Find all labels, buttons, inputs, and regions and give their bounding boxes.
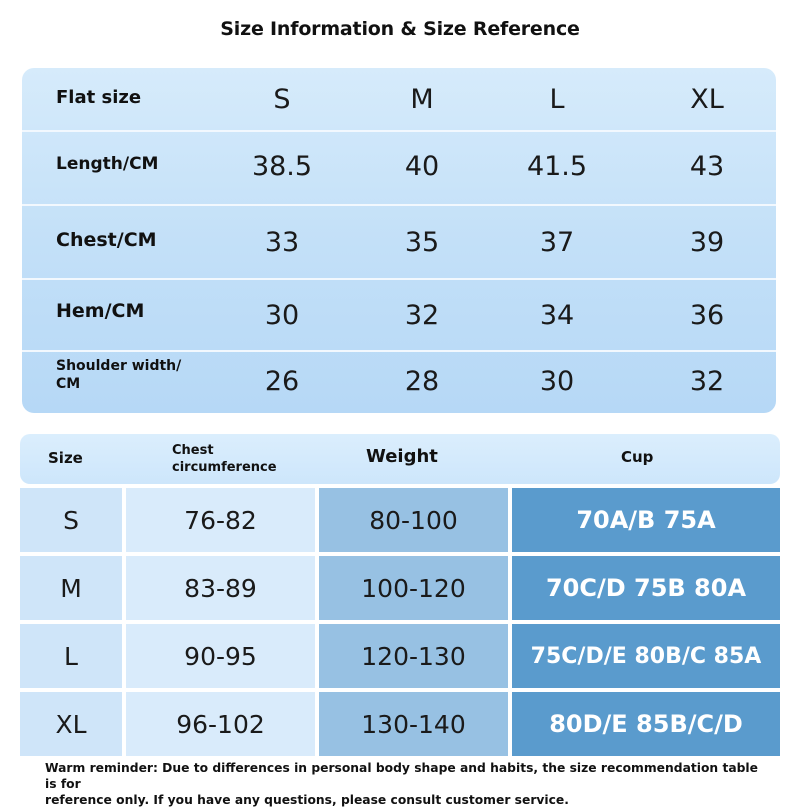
warm-reminder-note [45, 760, 765, 808]
row-label: Length/CM [56, 154, 159, 174]
flat-size-table [22, 68, 776, 413]
cell-value: 33 [264, 227, 300, 258]
flat-row-length [22, 130, 776, 206]
size-cell: L [20, 624, 122, 688]
size-header-s: S [273, 84, 291, 115]
chest-cell: 90-95 [126, 624, 315, 688]
size-cell: M [20, 556, 122, 620]
cell-value: 32 [689, 366, 725, 397]
size-header-xl: XL [690, 84, 724, 115]
cell-value: 37 [539, 227, 575, 258]
row-label-line1: Shoulder width/ [56, 358, 182, 374]
chest-cell: 83-89 [126, 556, 315, 620]
size-header: Size [48, 449, 83, 467]
chest-header-line1: Chest [172, 443, 214, 458]
cell-value: 41.5 [526, 151, 588, 182]
cell-value: 30 [539, 366, 575, 397]
cell-value: 34 [539, 300, 575, 331]
cup-cell: 80D/E 85B/C/D [512, 692, 780, 756]
cell-value: 38.5 [251, 151, 313, 182]
size-header-l: L [549, 84, 565, 115]
cell-value: 30 [264, 300, 300, 331]
weight-cell: 100-120 [319, 556, 508, 620]
weight-cell: 120-130 [319, 624, 508, 688]
cell-value: 28 [404, 366, 440, 397]
chest-cell: 96-102 [126, 692, 315, 756]
weight-cell: 80-100 [319, 488, 508, 552]
row-label: Chest/CM [56, 229, 157, 251]
chest-cell: 76-82 [126, 488, 315, 552]
cell-value: 36 [689, 300, 725, 331]
cup-cell: 70C/D 75B 80A [512, 556, 780, 620]
size-cell: XL [20, 692, 122, 756]
row-label-line2: CM [56, 376, 81, 392]
cup-cell: 75C/D/E 80B/C 85A [512, 624, 780, 688]
cell-value: 32 [404, 300, 440, 331]
cell-value: 40 [404, 151, 440, 182]
chest-header-line2: circumference [172, 460, 277, 475]
row-label: Hem/CM [56, 300, 145, 322]
cell-value: 39 [689, 227, 725, 258]
flat-row-hem [22, 278, 776, 352]
cell-value: 43 [689, 151, 725, 182]
cell-value: 26 [264, 366, 300, 397]
flat-size-label: Flat size [56, 87, 142, 108]
weight-cell: 130-140 [319, 692, 508, 756]
flat-header-row [22, 68, 776, 130]
row-label [56, 357, 181, 393]
size-cell: S [20, 488, 122, 552]
flat-row-chest [22, 204, 776, 280]
note-line1: Warm reminder: Due to differences in personal body shape and habits, the size recommendation table is for [45, 761, 758, 791]
cell-value: 35 [404, 227, 440, 258]
page-title: Size Information & Size Reference [220, 18, 580, 40]
cup-cell: 70A/B 75A [512, 488, 780, 552]
flat-row-shoulder [22, 350, 776, 413]
size-header-m: M [410, 84, 434, 115]
weight-header: Weight [366, 446, 438, 467]
cup-header: Cup [621, 448, 654, 466]
size-table-header [20, 434, 780, 484]
note-line2: reference only. If you have any questions, please consult customer service. [45, 793, 569, 807]
